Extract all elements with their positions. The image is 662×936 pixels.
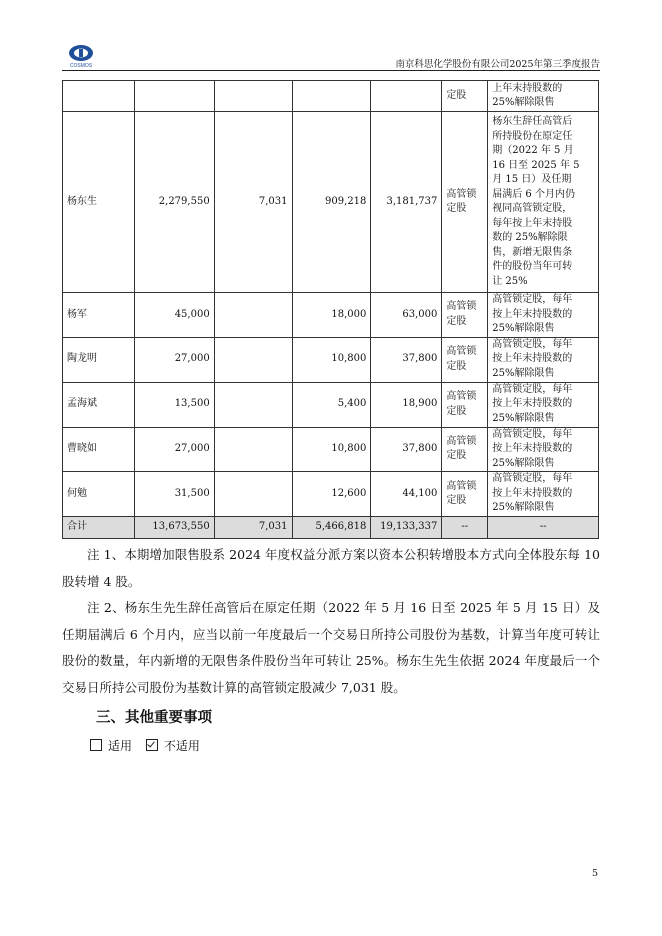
holder-name: 何勉 <box>63 472 135 517</box>
svg-text:COSMOS: COSMOS <box>69 63 93 69</box>
restriction-reason-line: 定股 <box>446 203 467 214</box>
release-date-note-line: 按上年末持股数的 <box>492 443 573 454</box>
applicability-options <box>90 737 210 754</box>
restriction-reason <box>442 337 488 382</box>
holder-name: 杨军 <box>63 293 135 338</box>
restriction-reason-line: 高管锁 <box>446 480 477 492</box>
closing-restricted-shares: 3,181,737 <box>371 112 442 293</box>
opening-restricted-shares: 45,000 <box>134 293 214 338</box>
release-date-note-line: 25%解除限售 <box>492 323 555 334</box>
note-2: 注 2、杨东生先生辞任高管后在原定任期（2022 年 5 月 16 日至 2025 年 5 月 15 日）及任期届满后 6 个月内，应当以前一年度最后一个交易日所持公司股份为基数，计算当年度可转让股份的数量，年内新增的无限售条件股份当年可转让 25%。杨东生先生依据 2024 年度最后一个交易日所持公司股份为基数计算的高管锁定股减少 7,031 股。 <box>62 600 600 695</box>
restriction-reason <box>442 382 488 427</box>
restriction-reason-line: 高管锁 <box>446 301 477 313</box>
release-date-note-line: 届满后 6 个月内仍 <box>492 188 575 200</box>
table-row <box>63 517 599 539</box>
closing-restricted-shares: 63,000 <box>371 293 442 338</box>
holder-name: 曹晓如 <box>63 427 135 472</box>
report-title: 南京科思化学股份有限公司2025年第三季度报告 <box>395 59 600 70</box>
note-1: 注 1、本期增加限售股系 2024 年度权益分派方案以资本公积转增股本方式向全体股东每 10 股转增 4 股。 <box>62 547 600 589</box>
restriction-reason-line: 高管锁 <box>446 346 477 357</box>
holder-name: 合计 <box>63 517 135 539</box>
release-date-note <box>488 112 599 293</box>
release-date-note <box>488 81 599 112</box>
added-restricted-shares: 10,800 <box>292 427 371 472</box>
company-logo <box>66 44 96 70</box>
release-date-note-line: 25%解除限售 <box>492 367 555 379</box>
release-date-note-line: 月 15 日）及任期 <box>492 174 572 185</box>
restriction-reason <box>442 293 488 338</box>
release-date-note-line: 视同高管锁定股， <box>492 203 573 214</box>
release-date-note-line: 高管锁定股，每年 <box>492 338 573 350</box>
restriction-reason <box>442 112 488 293</box>
opening-restricted-shares: 31,500 <box>134 472 214 517</box>
holder-name: 孟海斌 <box>63 382 135 427</box>
released-shares <box>214 293 292 338</box>
release-date-note-line: 25%解除限售 <box>492 502 555 514</box>
closing-restricted-shares: 19,133,337 <box>371 517 442 539</box>
release-date-note: -- <box>488 517 599 539</box>
released-shares <box>214 382 292 427</box>
release-date-note-line: 按上年末持股数的 <box>492 308 573 320</box>
closing-restricted-shares: 37,800 <box>371 337 442 382</box>
not-applicable-label: 不适用 <box>163 739 200 753</box>
restricted-shares-table <box>62 80 599 539</box>
restriction-reason-line: 高管锁 <box>446 435 477 447</box>
release-date-note-line: 高管锁定股，每年 <box>492 473 573 485</box>
opening-restricted-shares: 13,673,550 <box>134 517 214 539</box>
not-applicable-checkbox[interactable] <box>146 739 158 751</box>
restriction-reason-line: 定股 <box>446 495 467 506</box>
release-date-note-line: 高管锁定股，每年 <box>492 383 573 395</box>
restriction-reason <box>442 427 488 472</box>
release-date-note-line: 16 日至 2025 年 5 <box>492 159 580 171</box>
holder-name: 杨东生 <box>63 112 135 293</box>
closing-restricted-shares: 37,800 <box>371 427 442 472</box>
added-restricted-shares <box>292 81 371 112</box>
release-date-note-line: 上年末持股数的 <box>492 82 563 94</box>
release-date-note-line: 高管锁定股，每年 <box>492 428 573 440</box>
release-date-note <box>488 337 599 382</box>
release-date-note <box>488 427 599 472</box>
page-header <box>62 44 600 71</box>
table-row <box>63 427 599 472</box>
restriction-reason: 定股 <box>442 81 488 112</box>
release-date-note-line: 高管锁定股，每年 <box>492 294 573 305</box>
released-shares <box>214 472 292 517</box>
table-row <box>63 382 599 427</box>
restriction-reason-line: 定股 <box>446 405 467 417</box>
closing-restricted-shares: 18,900 <box>371 382 442 427</box>
added-restricted-shares: 10,800 <box>292 337 371 382</box>
restriction-reason-line: 定股 <box>446 450 467 462</box>
release-date-note <box>488 293 599 338</box>
opening-restricted-shares: 27,000 <box>134 337 214 382</box>
release-date-note <box>488 472 599 517</box>
closing-restricted-shares: 44,100 <box>371 472 442 517</box>
released-shares: 7,031 <box>214 517 292 539</box>
applicable-label: 适用 <box>108 739 133 753</box>
table-row <box>63 112 599 293</box>
release-date-note-line: 每年按上年末持股 <box>492 217 573 229</box>
release-date-note-line: 让 25% <box>492 275 528 287</box>
restriction-reason-line: 定股 <box>446 360 467 372</box>
closing-restricted-shares <box>371 81 442 112</box>
release-date-note-line: 25%解除限售 <box>492 457 555 469</box>
release-date-note-line: 按上年末持股数的 <box>492 353 573 365</box>
release-date-note-line: 数的 25%解除限 <box>492 232 568 243</box>
table-row <box>63 337 599 382</box>
restriction-reason-line: 定股 <box>446 315 467 327</box>
released-shares <box>214 81 292 112</box>
added-restricted-shares: 909,218 <box>292 112 371 293</box>
table-row <box>63 293 599 338</box>
applicable-checkbox[interactable] <box>90 739 102 751</box>
release-date-note-line: 期（2022 年 5 月 <box>492 145 574 156</box>
added-restricted-shares: 5,466,818 <box>292 517 371 539</box>
release-date-note-line: 按上年末持股数的 <box>492 487 573 499</box>
release-date-note-line: 售，新增无限售条 <box>492 246 573 258</box>
release-date-note-line: 25%解除限售 <box>492 97 555 108</box>
release-date-note-line: 所持股份在原定任 <box>492 130 573 142</box>
holder-name: 陶龙明 <box>63 337 135 382</box>
restriction-reason-line: 高管锁 <box>446 391 477 402</box>
release-date-note-line: 按上年末持股数的 <box>492 398 573 410</box>
table-row <box>63 81 599 112</box>
section-title: 三、其他重要事项 <box>96 710 212 726</box>
restriction-reason <box>442 472 488 517</box>
released-shares <box>214 427 292 472</box>
holder-name <box>63 81 135 112</box>
release-date-note-line: 杨东生辞任高管后 <box>492 116 573 127</box>
opening-restricted-shares: 2,279,550 <box>134 112 214 293</box>
added-restricted-shares: 18,000 <box>292 293 371 338</box>
table-row <box>63 472 599 517</box>
restriction-reason-line: 高管锁 <box>446 188 477 200</box>
released-shares: 7,031 <box>214 112 292 293</box>
released-shares <box>214 337 292 382</box>
page-number: 5 <box>592 868 599 879</box>
restriction-reason: -- <box>442 517 488 539</box>
opening-restricted-shares: 27,000 <box>134 427 214 472</box>
opening-restricted-shares: 13,500 <box>134 382 214 427</box>
release-date-note-line: 件的股份当年可转 <box>492 261 573 272</box>
opening-restricted-shares <box>134 81 214 112</box>
added-restricted-shares: 12,600 <box>292 472 371 517</box>
added-restricted-shares: 5,400 <box>292 382 371 427</box>
release-date-note-line: 25%解除限售 <box>492 412 555 424</box>
release-date-note <box>488 382 599 427</box>
